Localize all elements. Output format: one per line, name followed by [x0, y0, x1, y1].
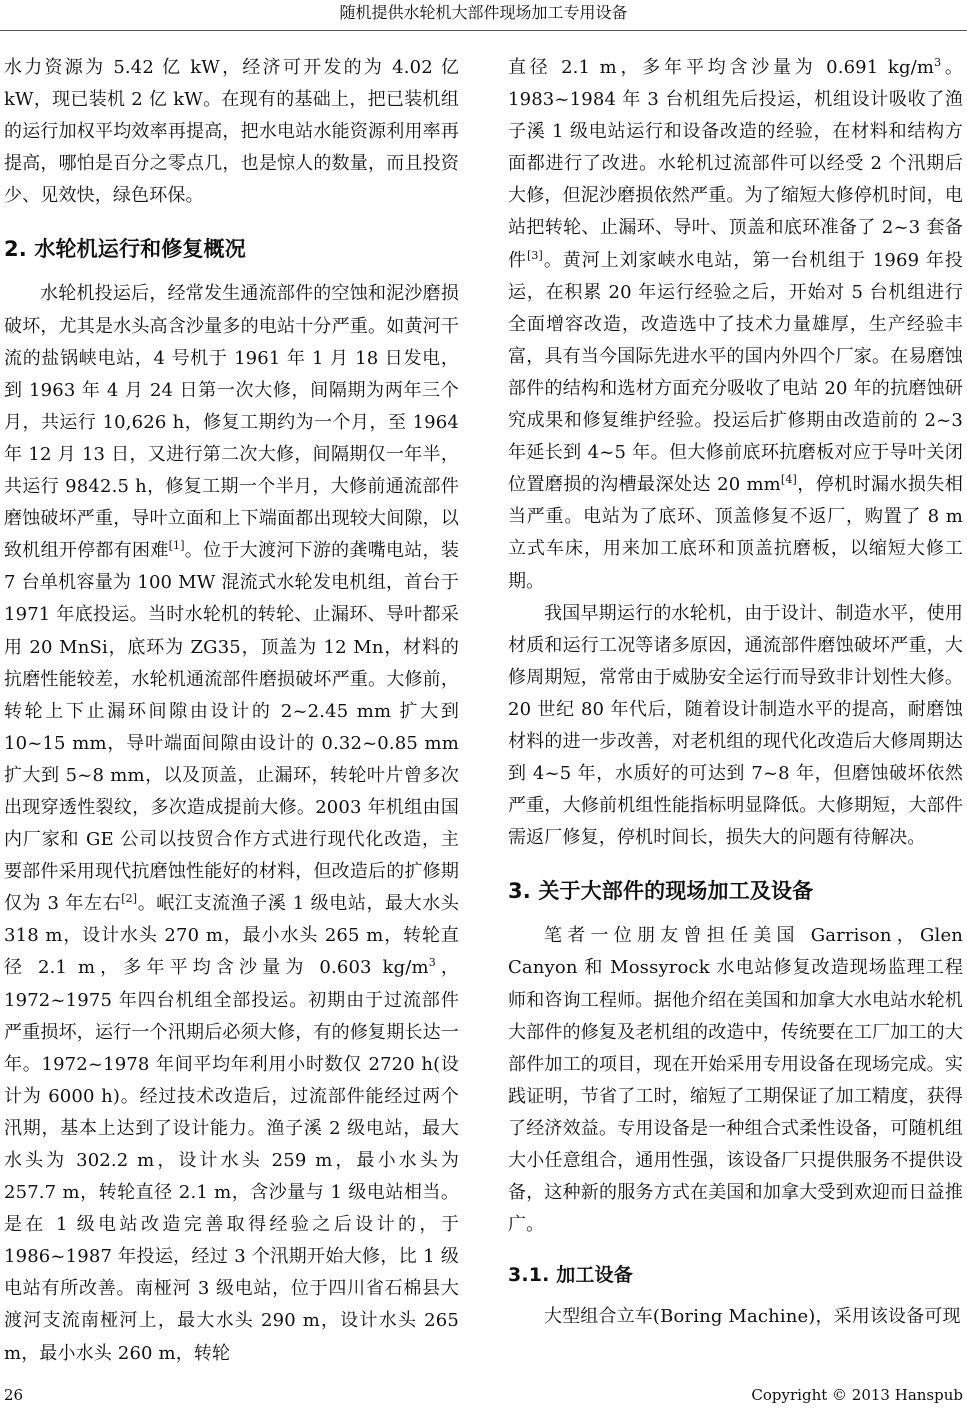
section-3-1-heading: 3.1. 加工设备 — [508, 1264, 633, 1287]
paragraph-nanya-continued — [508, 52, 963, 598]
citation-1[interactable]: [1] — [168, 539, 185, 553]
paragraph-intro-continued: 水力资源为 5.42 亿 kW，经济可开发的为 4.02 亿 kW，现已装机 2 亿 kW。在现有的基础上，把已装机组的运行加权平均效率再提高，把水电站水能资源利用率再提高，哪怕是百分之零点几，也是惊人的数量，而且投资少、见效快，绿色环保。 — [4, 57, 459, 207]
running-header-title: 随机提供水轮机大部件现场加工专用设备 — [339, 3, 628, 22]
section-2-heading: 2. 水轮机运行和修复概况 — [4, 237, 246, 262]
paragraph-text: 。黄河上刘家峡水电站，第一台机组于 1969 年投运，在积累 20 年运行经验之后，开始对 5 台机组进行全面增容改造，改造选中了技术力量雄厚，生产经验丰富，具有当今国际先进水平的国内外四个厂家。在易磨蚀部件的结构和选材方面充分吸收了电站 20 年的抗磨蚀研究成果和修复维护经验。投运后扩修期由改造前的 2~3 年延长到 4~5 年。但大修前底环抗磨板对应于导叶关闭位置磨损的沟槽最深处达 20 mm — [508, 249, 964, 496]
paragraph-text: 。位于大渡河下游的龚嘴电站，装 7 台单机容量为 100 MW 混流式水轮发电机组，首台于 1971 年底投运。当时水轮机的转轮、止漏环、导叶都采用 20 MnSi，底环为 ZG35，顶盖为 12 Mn，材料的抗磨性能较差，水轮机通流部件磨损破坏严重。大修前，转轮上下止漏环间隙由设计的 2~2.45 mm 扩大到 10~15 mm，导叶端面间隙由设计的 0.32~0.85 mm 扩大到 5~8 mm，以及顶盖，止漏环，转轮叶片曾多次出现穿透性裂纹，多次造成提前大修。2003 年机组由国内厂家和 GE 公司以技贸合作方式进行现代化改造，主要部件采用现代抗磨蚀性能好的材料，但改造后的扩修期仅为 3 年左右 — [4, 540, 459, 915]
citation-4[interactable]: [4] — [780, 473, 797, 487]
paragraph-text: ，停机时漏水损失相当严重。电站为了底环、顶盖修复不返厂，购置了 8 m 立式车床，用来加工底环和顶盖抗磨板，以缩短大修工期。 — [508, 474, 963, 592]
paragraph-onsite-machining: 笔者一位朋友曾担任美国 Garrison，Glen Canyon 和 Mossyrock 水电站修复改造现场监理工程师和咨询工程师。据他介绍在美国和加拿大水电站水轮机大部件的修复及老机组的改造中，传统要在工厂加工的大部件加工的项目，现在开始采用专用设备在现场完成。实践证明，节省了工时，缩短了工期保证了加工精度，获得了经济效益。专用设备是一种组合式柔性设备，可随机组大小任意组合，通用性强，该设备厂只提供服务不提供设备，这种新的服务方式在美国和加拿大受到欢迎而日益推广。 — [508, 925, 963, 1236]
paragraph-operation-overview — [4, 278, 459, 1369]
paragraph-text: 。岷江支流渔子溪 1 级电站，最大水头 318 m，设计水头 270 m，最小水头 265 m，转轮直径 2.1 m，多年平均含沙量为 0.603 kg/m — [4, 893, 459, 979]
superscript-cubic: 3 — [428, 956, 436, 970]
paragraph-early-turbines: 我国早期运行的水轮机，由于设计、制造水平，使用材质和运行工况等诸多原因，通流部件磨蚀破坏严重，大修周期短，常常由于威胁安全运行而导致非计划性大修。20 世纪 80 年代后，随着设计制造水平的提高，耐磨蚀材料的进一步改善，对老机组的现代化改造后大修周期达到 4~5 年，水质好的可达到 7~8 年，但磨蚀破坏依然严重，大修前机组性能指标明显降低。大修期短，大部件需返厂修复，停机时间长，损失大的问题有待解决。 — [508, 602, 963, 849]
citation-2[interactable]: [2] — [121, 892, 138, 906]
superscript-cubic: 3 — [934, 56, 942, 69]
section-3-heading: 3. 关于大部件的现场加工及设备 — [508, 879, 814, 904]
left-column — [4, 52, 459, 1370]
citation-3[interactable]: [3] — [526, 248, 544, 262]
paragraph-boring-machine: 大型组合立车(Boring Machine)，采用该设备可现 — [544, 1306, 961, 1328]
paragraph-text: 水轮机投运后，经常发生通流部件的空蚀和泥沙磨损破坏，尤其是水头高含沙量多的电站十分严重。如黄河干流的盐锅峡电站，4 号机于 1961 年 1 月 18 日发电，到 1963 年 4 月 24 日第一次大修，间隔期为两年三个月，共运行 10,626 h，修复工期约为一个月，至 1964 年 12 月 13 日，又进行第二次大修，间隔期仅一年半，共运行 9842.5 h，修复工期一个半月，大修前通流部件磨蚀破坏严重，导叶立面和上下端面都出现较大间隙，以致机组开停都有困难 — [4, 283, 459, 562]
page-number: 26 — [4, 1386, 24, 1404]
paragraph-text: 。1983~1984 年 3 台机组先后投运，机组设计吸收了渔子溪 1 级电站运行和设备改造的经验，在材料和结构方面都进行了改进。水轮机过流部件可以经受 2 个汛期后大修，但泥沙磨损依然严重。为了缩短大修停机时间，电站把转轮、止漏环、导叶、顶盖和底环准备了 2~3 套备件 — [508, 57, 964, 271]
running-header — [0, 2, 967, 31]
paragraph-text: ，1972~1975 年四台机组全部投运。初期由于过流部件严重损坏，运行一个汛期后必须大修，有的修复期长达一年。1972~1978 年间平均年利用小时数仅 2720 h(设计为 6000 h)。经过技术改造后，过流部件能经过两个汛期，基本上达到了设计能力。渔子溪 2 级电站，最大水头为 302.2 m，设计水头 259 m，最小水头为 257.7 m，转轮直径 2.1 m，含沙量与 1 级电站相当。是在 1 级电站改造完善取得经验之后设计的，于 1986~1987 年投运，经过 3 个汛期开始大修，比 1 级电站有所改善。南桠河 3 级电站，位于四川省石棉县大渡河支流南桠河上，最大水头 290 m，设计水头 265 m，最小水头 260 m，转轮 — [4, 957, 459, 1364]
paragraph-text: 直径 2.1 m，多年平均含沙量为 0.691 kg/m — [508, 57, 935, 78]
copyright-notice: Copyright © 2013 Hanspub — [751, 1386, 963, 1404]
right-column — [508, 52, 963, 1333]
